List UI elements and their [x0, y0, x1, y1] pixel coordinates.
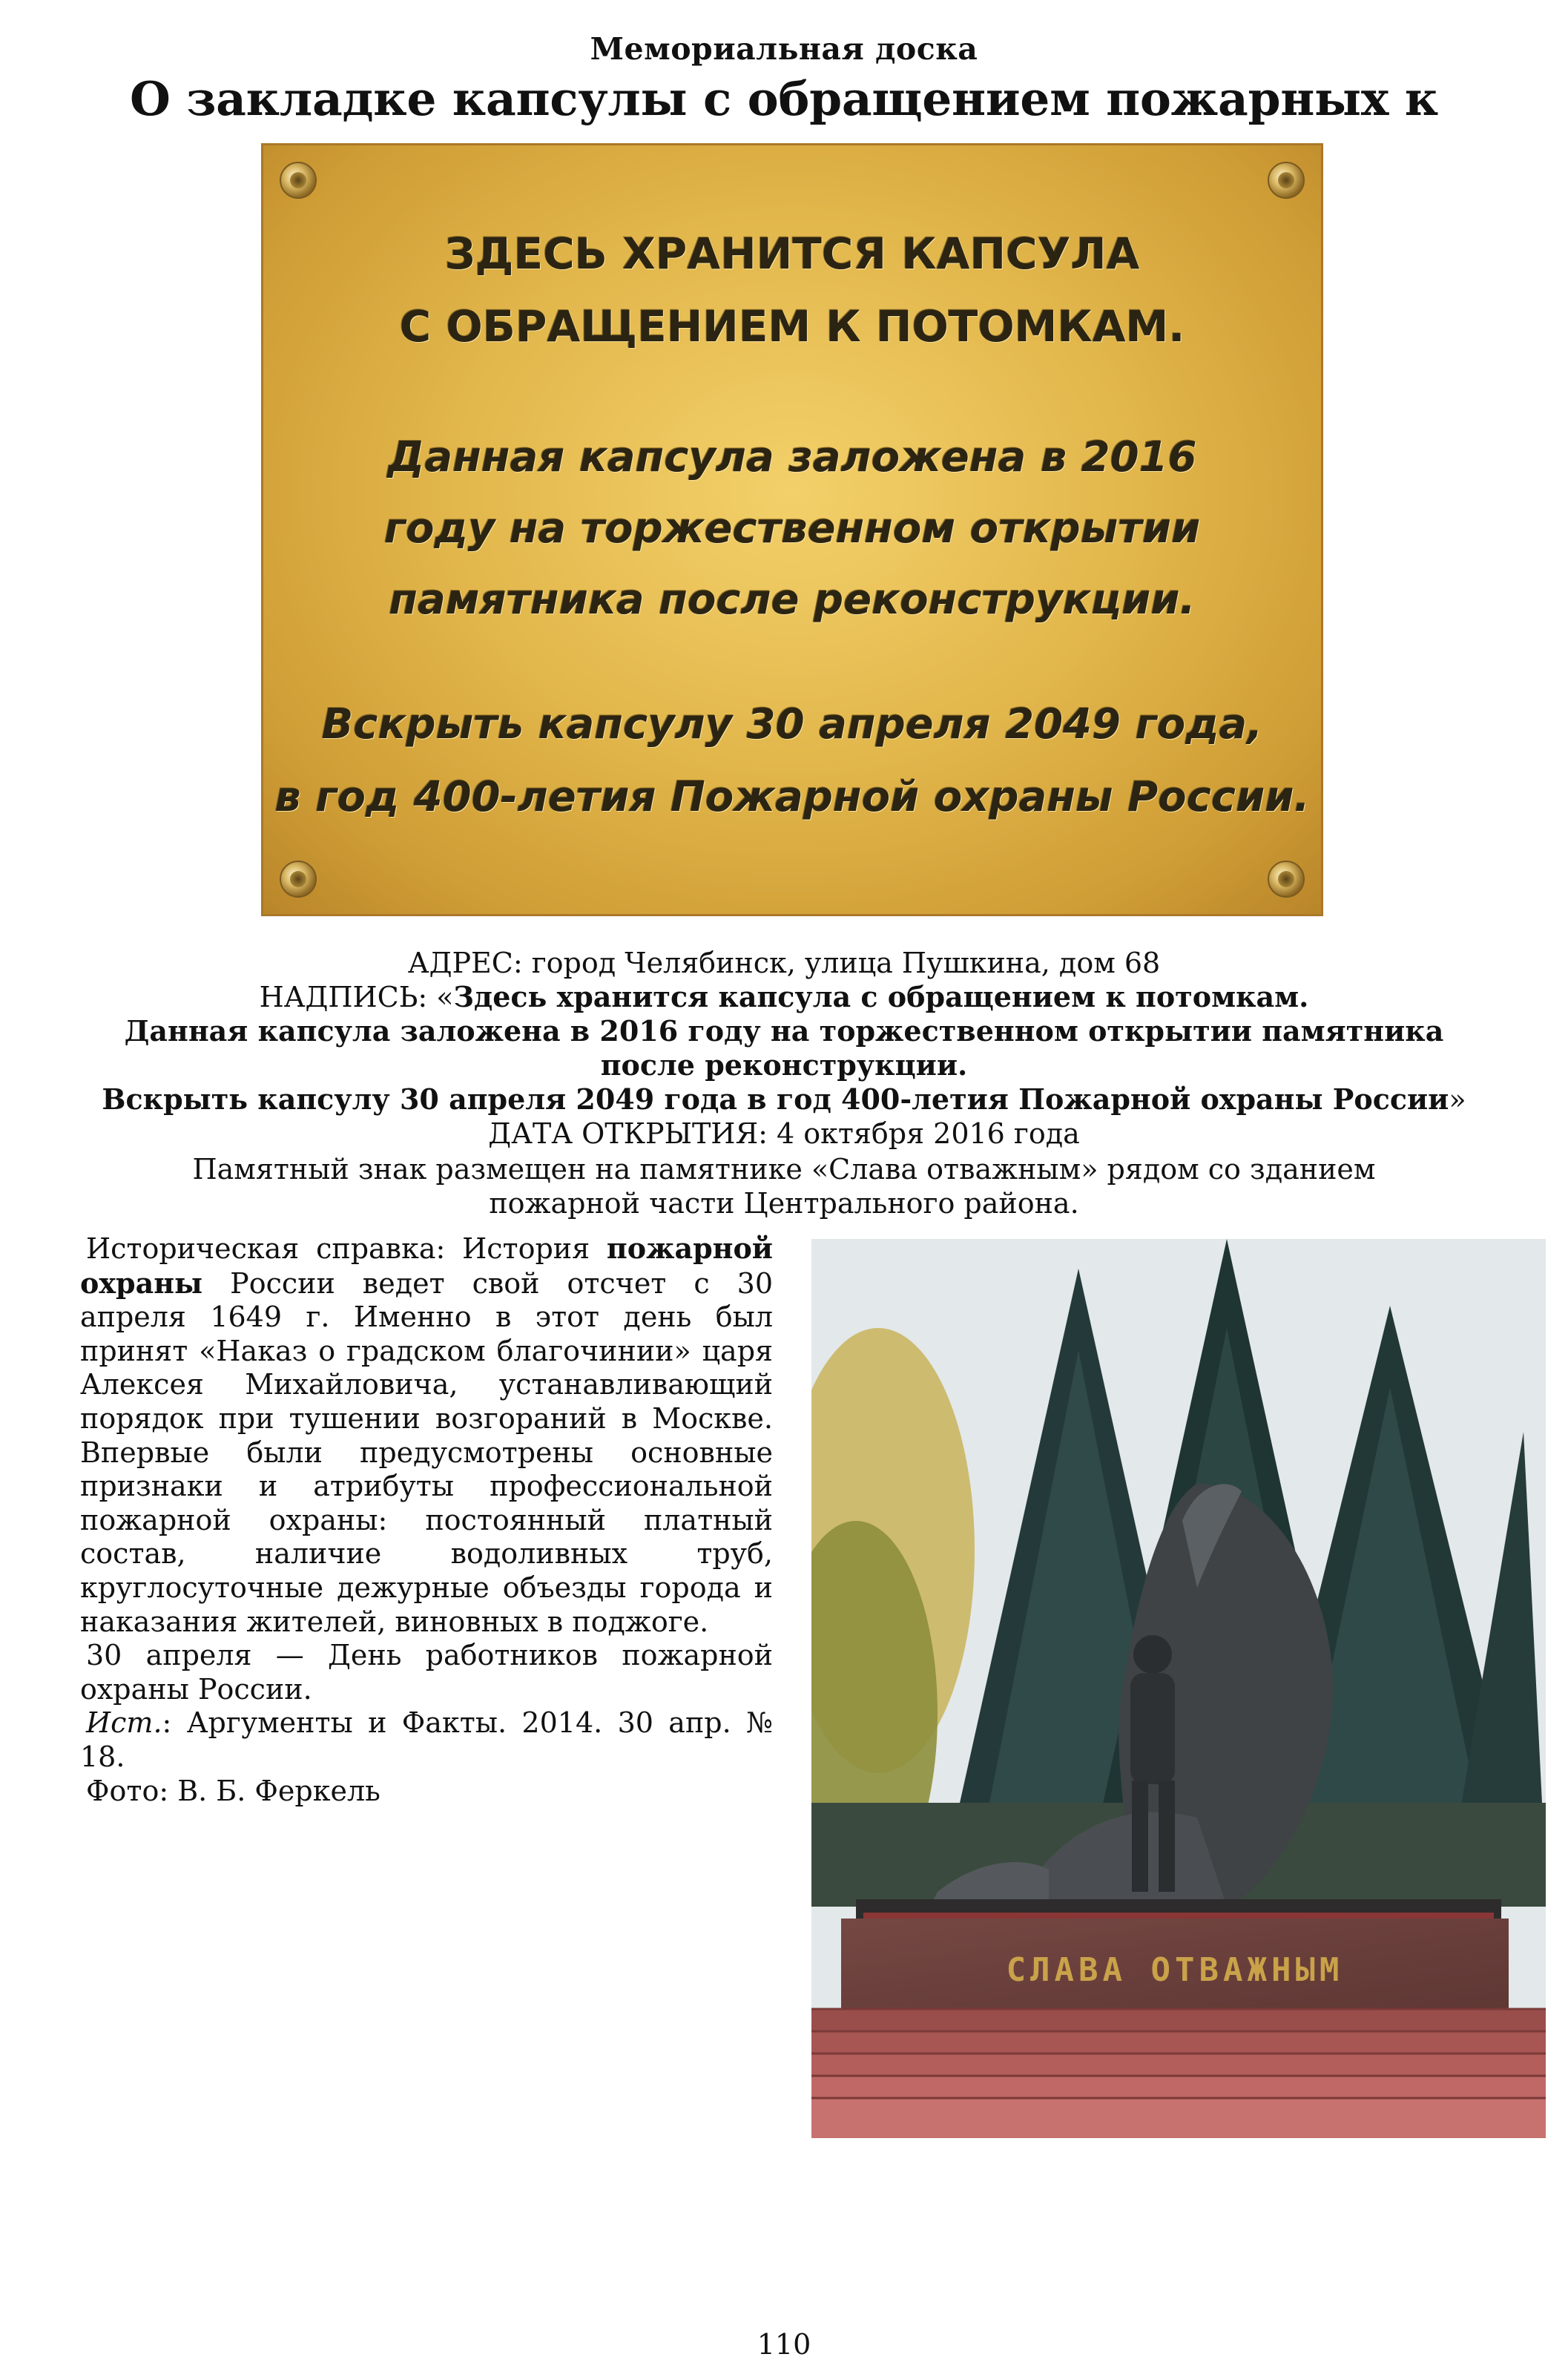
memorial-plaque-image — [261, 143, 1323, 916]
opening-date-line: ДАТА ОТКРЫТИЯ: 4 октября 2016 года — [488, 1117, 1080, 1150]
monument-inscription: СЛАВА ОТВАЖНЫМ — [1006, 1951, 1344, 1989]
placement-line-2: пожарной части Центрального района. — [489, 1187, 1079, 1220]
holiday-paragraph: 30 апреля — День работников пожарной охраны России. — [80, 1639, 773, 1706]
inscription-close: » — [1449, 1083, 1466, 1116]
screw-icon — [1268, 162, 1305, 199]
page-title: О закладке капсулы с обращением пожарных к — [129, 71, 1438, 126]
inscription-text: после реконструкции. — [600, 1048, 968, 1082]
plaque-line: ЗДЕСЬ ХРАНИТСЯ КАПСУЛА — [444, 229, 1140, 279]
source-label: Ист. — [86, 1706, 162, 1740]
screw-icon — [280, 861, 317, 898]
plaque-line: году на торжественном открытии — [383, 504, 1201, 553]
history-paragraph — [80, 1232, 773, 1639]
inscription-label: НАДПИСЬ: « — [259, 981, 454, 1013]
history-rest: России ведет свой отсчет с 30 апреля 1649 г. Именно в этот день был принят «Наказ о градском благочинии» царя Алексея Михайловича, устанавливающий порядок при тушении возгораний в Москве. Впервые были предусмотрены основные признаки и атрибуты профессиональной пожарной охраны: постоянный платный состав, наличие водоливных труб, круглосуточные дежурные объезды города и наказания жителей, виновных в поджоге. — [80, 1266, 773, 1638]
inscription-line-2 — [0, 1015, 1568, 1048]
historical-note — [80, 1232, 773, 1808]
monument-photo — [811, 1239, 1546, 2138]
inscription-text: Данная капсула заложена в 2016 году на торжественном открытии памятника — [124, 1014, 1444, 1048]
screw-icon — [1268, 861, 1305, 898]
history-bold: пожарной охраны — [80, 1232, 773, 1300]
inscription-line-1 — [0, 981, 1568, 1013]
inscription-line-3 — [0, 1049, 1568, 1082]
page-number: 110 — [757, 2328, 811, 2361]
monument-photo-drawing — [811, 1239, 1546, 2138]
inscription-text: Вскрыть капсулу 30 апреля 2049 года в год 400-летия Пожарной охраны России — [102, 1082, 1449, 1116]
history-intro: Историческая справка: История — [86, 1232, 607, 1265]
plaque-line: Данная капсула заложена в 2016 — [387, 433, 1197, 481]
plaque-line: С ОБРАЩЕНИЕМ К ПОТОМКАМ. — [399, 301, 1185, 352]
source-paragraph — [80, 1706, 773, 1774]
plaque-line: памятника после реконструкции. — [389, 576, 1196, 624]
screw-icon — [280, 162, 317, 199]
plaque-line: Вскрыть капсулу 30 апреля 2049 года, — [321, 700, 1263, 749]
photo-credit: Фото: В. Б. Феркель — [86, 1774, 381, 1807]
address-line: АДРЕС: город Челябинск, улица Пушкина, дом 68 — [407, 947, 1161, 979]
source-text: : Аргументы и Факты. 2014. 30 апр. № 18. — [80, 1706, 773, 1773]
inscription-line-4 — [0, 1083, 1568, 1116]
inscription-text: Здесь хранится капсула с обращением к потомкам. — [453, 980, 1309, 1013]
plaque-line: в год 400-летия Пожарной охраны России. — [274, 773, 1310, 821]
placement-line-1: Памятный знак размещен на памятнике «Слава отважным» рядом со зданием — [192, 1153, 1376, 1186]
kicker: Мемориальная доска — [590, 31, 978, 67]
